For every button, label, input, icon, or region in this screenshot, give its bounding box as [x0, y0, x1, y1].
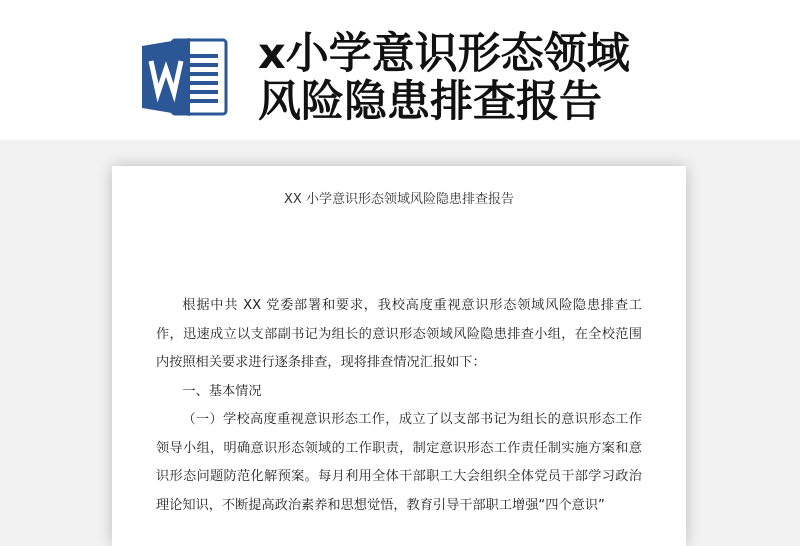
word-icon — [142, 36, 230, 118]
document-body — [156, 292, 642, 520]
banner — [0, 0, 800, 140]
banner-title — [258, 30, 698, 126]
document-title: XX 小学意识形态领域风险隐患排查报告 — [284, 192, 514, 207]
document-page — [112, 166, 686, 546]
banner-title-line1: x小学意识形态领域 — [258, 29, 630, 79]
banner-title-line2: 风险隐患排查报告 — [258, 77, 602, 127]
section-heading: 一、基本情况 — [182, 383, 262, 399]
paragraph-section-1: （一）学校高度重视意识形态工作，成立了以支部书记为组长的意识形态工作领导小组，明确意识形态领域的工作职责，制定意识形态工作责任制实施方案和意识形态问题防范化解预案。每月利用全体干部职工大会组织全体党员干部学习政治理论知识，不断提高政治素养和思想觉悟，教育引导干部职工增强“四个意识” — [156, 412, 642, 513]
paragraph-intro: 根据中共 XX 党委部署和要求，我校高度重视意识形态领域风险隐患排查工作，迅速成立以支部副书记为组长的意识形态领域风险隐患排查小组，在全校范围内按照相关要求进行逐条排查，现将排查情况汇报如下： — [156, 298, 642, 370]
